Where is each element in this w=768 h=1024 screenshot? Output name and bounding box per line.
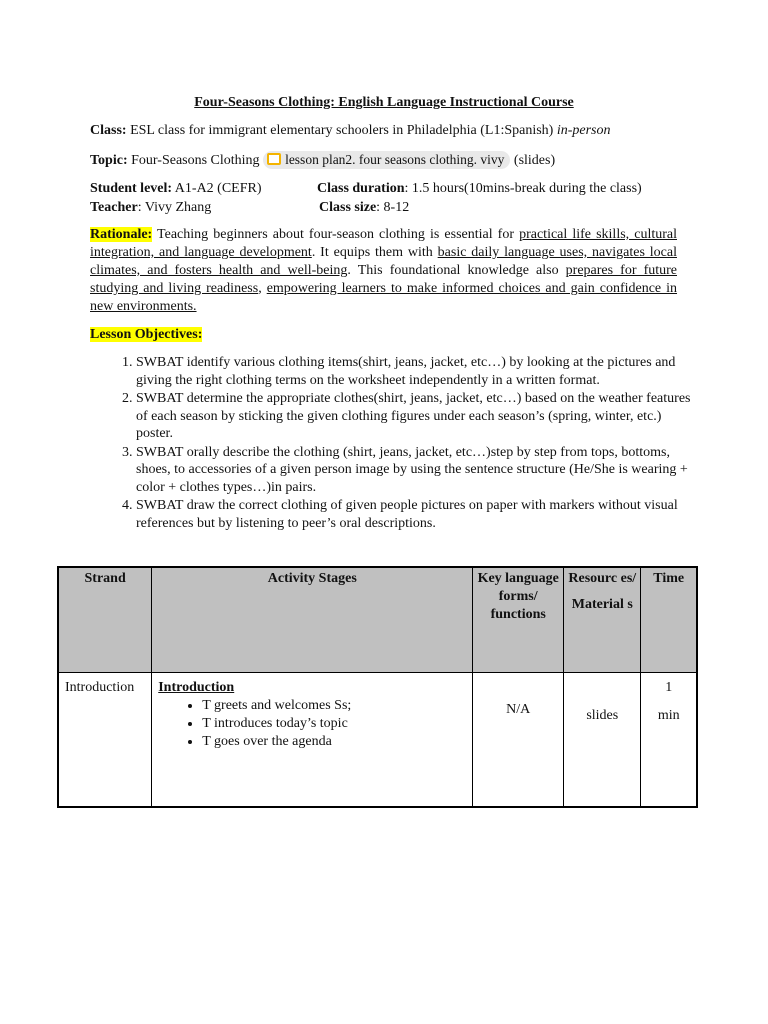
class-size-label: Class size [319,200,377,215]
rationale-text: , [258,281,267,296]
rationale-paragraph [90,226,677,316]
page-title: Four-Seasons Clothing: English Language Instructional Course [194,95,574,110]
class-value: ESL class for immigrant elementary schoolers in Philadelphia (L1:Spanish) [130,123,554,138]
student-level-line [90,180,262,198]
objective-item: 4. SWBAT draw the correct clothing of given people pictures on paper with markers without visual references but by listening to peer’s oral descriptions. [136,497,696,532]
slides-file-icon [267,153,281,165]
cell-resources: slides [564,673,641,808]
topic-label: Topic: [90,153,128,168]
header-resources-line2: Material s [571,597,633,612]
rationale-label: Rationale: [90,227,153,242]
header-strand: Strand [58,567,152,673]
table-row [58,673,697,808]
objectives-list [110,354,696,533]
cell-activity [152,673,473,808]
topic-line [90,151,555,170]
table-header-row [58,567,697,673]
header-key-language: Key language forms/ functions [473,567,564,673]
header-resources-line1: Resourc es/ [568,571,637,586]
activity-title: Introduction [158,680,235,695]
class-size-value: : 8-12 [376,200,410,215]
topic-value: Four-Seasons Clothing [131,153,260,168]
header-resources [564,567,641,673]
time-unit: min [657,708,680,723]
header-time: Time [641,567,697,673]
rationale-underlined: prepares for future studying and living readiness [90,263,677,296]
activity-item: • T introduces today’s topic [202,715,466,733]
objective-item: 3. SWBAT orally describe the clothing (shirt, jeans, jacket, etc…)step by step from tops, bottoms, shoes, to accessories of a given person image by using the sentence structure (He/She is wearing + color + clothes types…)in pairs. [136,444,696,497]
objectives-heading-text: Lesson Objectives: [90,327,203,342]
rationale-underlined: empowering learners to make informed choices and gain confidence in new environments. [90,281,678,314]
rationale-text: . This foundational knowledge also [347,263,566,278]
activity-item: • T goes over the agenda [202,733,466,751]
rationale-underlined: practical life skills, cultural integration, and language development [90,227,677,260]
header-spacer [568,588,636,596]
file-chip-label: lesson plan2. four seasons clothing. vivy [285,152,505,167]
cell-key-language: N/A [473,673,564,808]
file-chip-link[interactable] [263,151,510,169]
student-level-value: A1-A2 (CEFR) [174,181,262,196]
rationale-text: Teaching beginners about four-season clothing is essential for [152,227,520,242]
teacher-label: Teacher [90,200,138,215]
activity-item: • T greets and welcomes Ss; [202,697,466,715]
objectives-heading [90,326,202,344]
class-label: Class: [90,123,127,138]
rationale-text: . It equips them with [311,245,438,260]
topic-suffix: (slides) [513,153,556,168]
class-size-line [319,199,409,217]
time-value: 1 [665,680,673,695]
cell-time [641,673,697,808]
student-level-label: Student level: [90,181,173,196]
header-activity-stages: Activity Stages [152,567,473,673]
class-duration-line [317,180,642,198]
rationale-underlined: basic daily language uses, navigates local climates, and fosters health and well-being [90,245,677,278]
teacher-line [90,199,211,217]
objective-item: 1. SWBAT identify various clothing items(shirt, jeans, jacket, etc…) by looking at the pictures and giving the right clothing terms on the worksheet independently in a written format. [136,354,696,389]
time-spacer [647,697,690,707]
cell-strand: Introduction [58,673,152,808]
objective-item: 2. SWBAT determine the appropriate clothes(shirt, jeans, jacket, etc…) based on the weather features of each season by sticking the given clothing figures under each season’s (spring, winter, etc.) poster. [136,390,696,443]
class-mode: in-person [556,123,611,138]
class-duration-value: : 1.5 hours(10mins-break during the class) [404,181,642,196]
class-duration-label: Class duration [317,181,405,196]
teacher-value: : Vivy Zhang [137,200,212,215]
lesson-plan-table [57,566,698,808]
activity-list [158,697,466,751]
class-line [90,122,611,140]
